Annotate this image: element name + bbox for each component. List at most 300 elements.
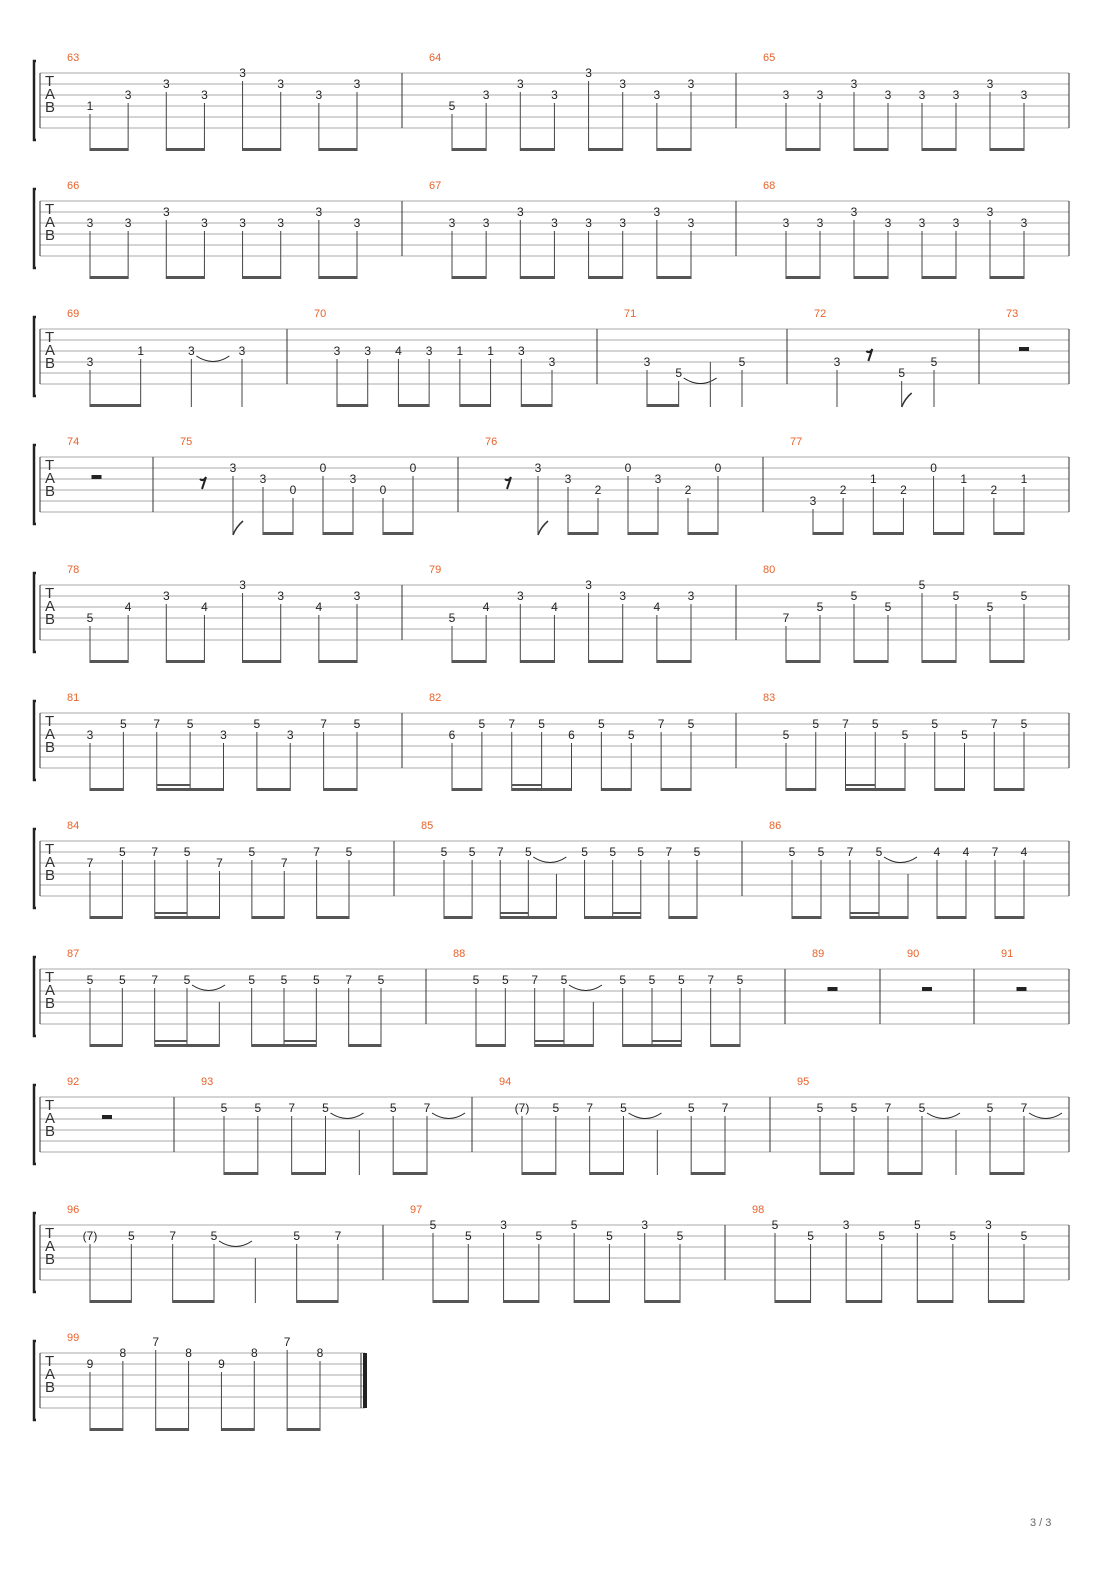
beam [221, 1428, 254, 1431]
beam [988, 1300, 1024, 1303]
tie-arc [219, 1241, 252, 1247]
beam [661, 788, 691, 791]
beam [166, 276, 204, 279]
fret-number: 7 [657, 717, 665, 731]
fret-number: 3 [986, 205, 994, 219]
beam [854, 148, 888, 151]
tie-arc [927, 1113, 960, 1119]
half-rest-symbol [102, 1115, 112, 1119]
beam [156, 1428, 189, 1431]
beam [166, 660, 204, 663]
measure [797, 1076, 1062, 1175]
tab-clef-letter: A [45, 854, 56, 871]
fret-number: 5 [961, 728, 968, 742]
tab-clef-letter: B [45, 99, 56, 116]
system-bracket [34, 317, 36, 396]
fret-number: 3 [500, 1218, 507, 1232]
fret-number: 1 [960, 472, 968, 486]
fret-number: 0 [930, 461, 937, 475]
fret-number: 5 [183, 973, 191, 987]
tab-clef-letter: B [45, 1123, 56, 1140]
measure [429, 692, 695, 791]
half-rest-symbol [828, 987, 838, 991]
beam [711, 1044, 740, 1047]
fret-number: 5 [478, 717, 486, 731]
fret-number: 3 [315, 205, 323, 219]
fret-number: 4 [124, 600, 132, 614]
measure [752, 1204, 1028, 1303]
fret-number: 2 [684, 483, 692, 497]
fret-number: 3 [952, 88, 960, 102]
tab-clef-letter: B [45, 1379, 56, 1396]
measure [67, 308, 246, 407]
system-bracket [34, 573, 36, 652]
secondary-beam [157, 784, 190, 786]
measure-number: 74 [67, 436, 80, 448]
fret-number: 5 [648, 973, 656, 987]
tie-arc [432, 1113, 465, 1119]
fret-number: 3 [229, 461, 237, 475]
beam [873, 532, 903, 535]
fret-number: 7 [586, 1101, 594, 1115]
beam [786, 660, 820, 663]
tab-clef-letter: T [45, 329, 55, 346]
fret-number: 3 [239, 66, 246, 80]
secondary-beam [535, 1040, 564, 1042]
fret-number: 5 [220, 1101, 228, 1115]
measure-number: 99 [67, 1332, 80, 1344]
beam [90, 916, 122, 919]
fret-number: 5 [816, 1101, 824, 1115]
beam [452, 276, 486, 279]
beam [319, 148, 357, 151]
beam [224, 1172, 258, 1175]
fret-number: 5 [687, 1101, 695, 1115]
fret-number: 5 [86, 973, 94, 987]
measure-number: 76 [485, 436, 498, 448]
fret-number: 7 [280, 856, 288, 870]
tab-clef-letter: B [45, 1251, 56, 1268]
tab-clef-letter: A [45, 342, 56, 359]
fret-number: 5 [377, 973, 385, 987]
fret-number: 5 [918, 578, 926, 592]
beam [263, 532, 293, 535]
secondary-beam [850, 912, 879, 914]
beam [937, 916, 966, 919]
fret-number: 5 [788, 845, 796, 859]
fret-number: 7 [288, 1101, 296, 1115]
beam [476, 1044, 505, 1047]
fret-number: 5 [687, 717, 695, 731]
fret-number: 5 [901, 728, 909, 742]
beam [243, 276, 281, 279]
tab-system [34, 692, 1069, 791]
beam [257, 788, 290, 791]
tie-arc [331, 1113, 364, 1119]
beam [292, 1172, 326, 1175]
measure-number: 78 [67, 564, 80, 576]
fret-number: 5 [448, 611, 456, 625]
fret-number: 5 [312, 973, 320, 987]
fret-number: 3 [585, 578, 592, 592]
fret-number: 3 [918, 216, 926, 230]
fret-number: 4 [653, 600, 661, 614]
fret-number: 3 [238, 344, 246, 358]
fret-number: 0 [319, 461, 327, 475]
fret-number: 5 [127, 1229, 135, 1243]
fret-number: 3 [842, 1218, 850, 1232]
fret-number: 3 [985, 1218, 992, 1232]
tab-clef-letter: B [45, 483, 56, 500]
fret-number: 3 [516, 589, 524, 603]
tab-clef-letter: A [45, 86, 56, 103]
fret-number: 3 [259, 472, 267, 486]
fret-number: 5 [884, 600, 892, 614]
tab-system [34, 564, 1069, 663]
beam [398, 404, 429, 407]
fret-number: 5 [736, 973, 744, 987]
fret-number: 3 [816, 216, 824, 230]
fret-number: 5 [693, 845, 701, 859]
fret-number: 1 [86, 99, 94, 113]
fret-number: 7 [990, 717, 998, 731]
fret-number: 7 [991, 845, 999, 859]
secondary-beam [613, 912, 641, 914]
tab-system [34, 1204, 1069, 1303]
tab-clef-letter: T [45, 73, 55, 90]
measure-number: 79 [429, 564, 442, 576]
beam [243, 148, 281, 151]
system-bracket [34, 829, 36, 908]
measure [67, 180, 361, 279]
fret-number: 7 [508, 717, 516, 731]
tab-system [34, 820, 1069, 919]
fret-number: 7 [216, 856, 223, 870]
fret-number: 7 [1020, 1101, 1028, 1115]
fret-number: 5 [119, 845, 126, 859]
half-rest-symbol [922, 987, 932, 991]
tab-system [34, 1332, 365, 1431]
fret-number: (7) [514, 1101, 530, 1115]
fret-number: 7 [842, 717, 849, 731]
fret-number: 5 [345, 845, 353, 859]
fret-number: 5 [293, 1229, 301, 1243]
fret-number: 5 [878, 1229, 886, 1243]
measure-number: 65 [763, 52, 776, 64]
fret-number: 5 [620, 1101, 627, 1115]
tab-clef-letter: B [45, 995, 56, 1012]
fret-number: 3 [1020, 216, 1028, 230]
measure [763, 52, 1028, 151]
measure [314, 308, 556, 407]
note-flag [233, 521, 243, 535]
beam [393, 1172, 427, 1175]
fret-number: 3 [86, 728, 94, 742]
fret-number: 3 [687, 77, 695, 91]
fret-number: 3 [850, 77, 858, 91]
beam [792, 916, 821, 919]
beam [994, 532, 1024, 535]
beam [90, 148, 128, 151]
fret-number: 3 [641, 1218, 649, 1232]
measure-number: 91 [1001, 948, 1014, 960]
fret-number: 5 [581, 845, 588, 859]
fret-number: 3 [833, 355, 841, 369]
measure-number: 95 [797, 1076, 810, 1088]
measure [763, 692, 1028, 791]
fret-number: 7 [496, 845, 504, 859]
fret-number: 3 [585, 66, 592, 80]
fret-number: 5 [676, 1229, 684, 1243]
measure-number: 96 [67, 1204, 80, 1216]
fret-number: 5 [606, 1229, 613, 1243]
half-rest-symbol [92, 475, 102, 479]
fret-number: (7) [82, 1229, 98, 1243]
measure [67, 1204, 342, 1303]
beam [173, 1300, 214, 1303]
beam [850, 916, 908, 919]
fret-number: 5 [871, 717, 879, 731]
beam [846, 788, 906, 791]
measure-number: 93 [201, 1076, 214, 1088]
fret-number: 7 [169, 1229, 177, 1243]
fret-number: 5 [472, 973, 480, 987]
fret-number: 7 [86, 856, 94, 870]
fret-number: 5 [952, 589, 960, 603]
fret-number: 7 [283, 1335, 291, 1349]
fret-number: 5 [118, 973, 126, 987]
fret-number: 3 [952, 216, 960, 230]
measure [67, 1332, 365, 1431]
fret-number: 7 [884, 1101, 892, 1115]
note-flag [902, 393, 912, 407]
fret-number: 3 [516, 77, 524, 91]
fret-number: 1 [487, 344, 494, 358]
fret-number: 7 [320, 717, 327, 731]
fret-number: 4 [933, 845, 941, 859]
fret-number: 3 [585, 216, 592, 230]
fret-number: 5 [627, 728, 635, 742]
beam [786, 276, 820, 279]
fret-number: 2 [594, 483, 602, 497]
measure [67, 564, 361, 663]
fret-number: 3 [162, 77, 170, 91]
tie-arc [629, 1113, 662, 1119]
fret-number: 3 [353, 77, 361, 91]
beam [854, 660, 888, 663]
fret-number: 5 [524, 845, 532, 859]
tab-clef-letter: T [45, 841, 55, 858]
measure [790, 436, 1028, 535]
secondary-beam [512, 784, 542, 786]
tab-system [34, 52, 1069, 151]
fret-number: 3 [277, 77, 285, 91]
measure-number: 94 [499, 1076, 512, 1088]
tab-clef-letter: A [45, 1366, 56, 1383]
beam [568, 532, 598, 535]
measure-number: 81 [67, 692, 80, 704]
fret-number: 5 [280, 973, 288, 987]
beam [520, 276, 554, 279]
fret-number: 3 [220, 728, 227, 742]
measure [429, 564, 695, 663]
fret-number: 5 [609, 845, 617, 859]
system-bracket [34, 445, 36, 524]
fret-number: 5 [875, 845, 883, 859]
measure-number: 68 [763, 180, 776, 192]
measure-number: 73 [1006, 308, 1019, 320]
beam [383, 532, 413, 535]
beam [337, 404, 368, 407]
beam [935, 788, 965, 791]
fret-number: 2 [839, 483, 847, 497]
beam [243, 660, 281, 663]
fret-number: 4 [962, 845, 970, 859]
fret-number: 2 [900, 483, 907, 497]
fret-number: 3 [654, 472, 662, 486]
measure [429, 180, 695, 279]
beam [585, 916, 641, 919]
fret-number: 5 [817, 845, 825, 859]
beam [846, 1300, 882, 1303]
beam [590, 1172, 624, 1175]
fret-number: 5 [986, 1101, 994, 1115]
beam [317, 916, 349, 919]
measure-number: 80 [763, 564, 776, 576]
fret-number: 7 [665, 845, 673, 859]
beam [157, 788, 224, 791]
fret-number: 4 [395, 344, 402, 358]
fret-number: 5 [248, 973, 256, 987]
fret-number: 3 [162, 589, 170, 603]
fret-number: 3 [333, 344, 341, 358]
measure [499, 1076, 729, 1175]
fret-number: 7 [846, 845, 854, 859]
measure-number: 82 [429, 692, 442, 704]
half-rest-symbol [1017, 987, 1027, 991]
fret-number: 3 [653, 205, 661, 219]
fret-number: 4 [1020, 845, 1028, 859]
secondary-beam [846, 784, 876, 786]
tie-arc [884, 857, 917, 863]
beam [990, 660, 1024, 663]
fret-number: 3 [918, 88, 926, 102]
fret-number: 8 [185, 1346, 192, 1360]
beam [155, 1044, 220, 1047]
tie-arc [533, 857, 566, 863]
secondary-beam [284, 1040, 316, 1042]
fret-number: 3 [816, 88, 824, 102]
tab-system [34, 436, 1069, 535]
fret-number: 4 [201, 600, 208, 614]
fret-number: 3 [850, 205, 858, 219]
beam [691, 1172, 725, 1175]
measure-number: 72 [814, 308, 827, 320]
fret-number: 5 [930, 355, 938, 369]
beam [813, 532, 843, 535]
beam [252, 1044, 317, 1047]
beam [589, 148, 623, 151]
tab-system [34, 180, 1069, 279]
measure-number: 71 [624, 308, 637, 320]
beam [623, 1044, 682, 1047]
beam [319, 660, 357, 663]
fret-number: 7 [721, 1101, 729, 1115]
beam [990, 276, 1024, 279]
fret-number: 3 [643, 355, 651, 369]
beam [90, 788, 123, 791]
system-bracket [34, 957, 36, 1036]
beam [786, 148, 820, 151]
measure [421, 820, 701, 919]
measure-number: 97 [410, 1204, 423, 1216]
measure [814, 308, 938, 407]
measure-number: 63 [67, 52, 80, 64]
fret-number: 3 [315, 88, 323, 102]
fret-number: 5 [552, 1101, 560, 1115]
beam [995, 916, 1024, 919]
measure-number: 77 [790, 436, 803, 448]
fret-number: 3 [201, 216, 208, 230]
fret-number: 4 [315, 600, 323, 614]
fret-number: 9 [218, 1357, 225, 1371]
fret-number: 3 [534, 461, 542, 475]
fret-number: 8 [119, 1346, 127, 1360]
beam [786, 788, 816, 791]
beam [166, 148, 204, 151]
beam [90, 1428, 123, 1431]
fret-number: 5 [448, 99, 456, 113]
fret-number: 3 [986, 77, 994, 91]
measure-number: 98 [752, 1204, 765, 1216]
fret-number: 3 [353, 589, 361, 603]
tab-system [34, 1076, 1069, 1175]
fret-number: 3 [653, 88, 661, 102]
measure-number: 88 [453, 948, 466, 960]
fret-number: 6 [448, 728, 456, 742]
fret-number: 3 [782, 88, 790, 102]
beam [922, 276, 956, 279]
beam [669, 916, 697, 919]
measure-number: 84 [67, 820, 80, 832]
measure [201, 1076, 465, 1175]
fret-number: 5 [183, 845, 191, 859]
beam [520, 148, 554, 151]
measure [410, 1204, 684, 1303]
beam [500, 916, 556, 919]
beam [657, 660, 691, 663]
beam [433, 1300, 468, 1303]
fret-number: 3 [425, 344, 433, 358]
measure [485, 436, 722, 535]
beam [460, 404, 491, 407]
fret-number: 5 [898, 366, 906, 380]
fret-number: 5 [86, 611, 94, 625]
fret-number: 5 [807, 1229, 814, 1243]
measure-number: 75 [180, 436, 193, 448]
beam [628, 532, 658, 535]
fret-number: 5 [560, 973, 568, 987]
fret-number: 5 [738, 355, 746, 369]
fret-number: 5 [570, 1218, 578, 1232]
fret-number: 5 [918, 1101, 926, 1115]
fret-number: 5 [812, 717, 820, 731]
beam [574, 1300, 609, 1303]
fret-number: 7 [151, 845, 159, 859]
tab-clef-letter: B [45, 227, 56, 244]
fret-number: 3 [551, 88, 558, 102]
fret-number: 7 [334, 1229, 342, 1243]
